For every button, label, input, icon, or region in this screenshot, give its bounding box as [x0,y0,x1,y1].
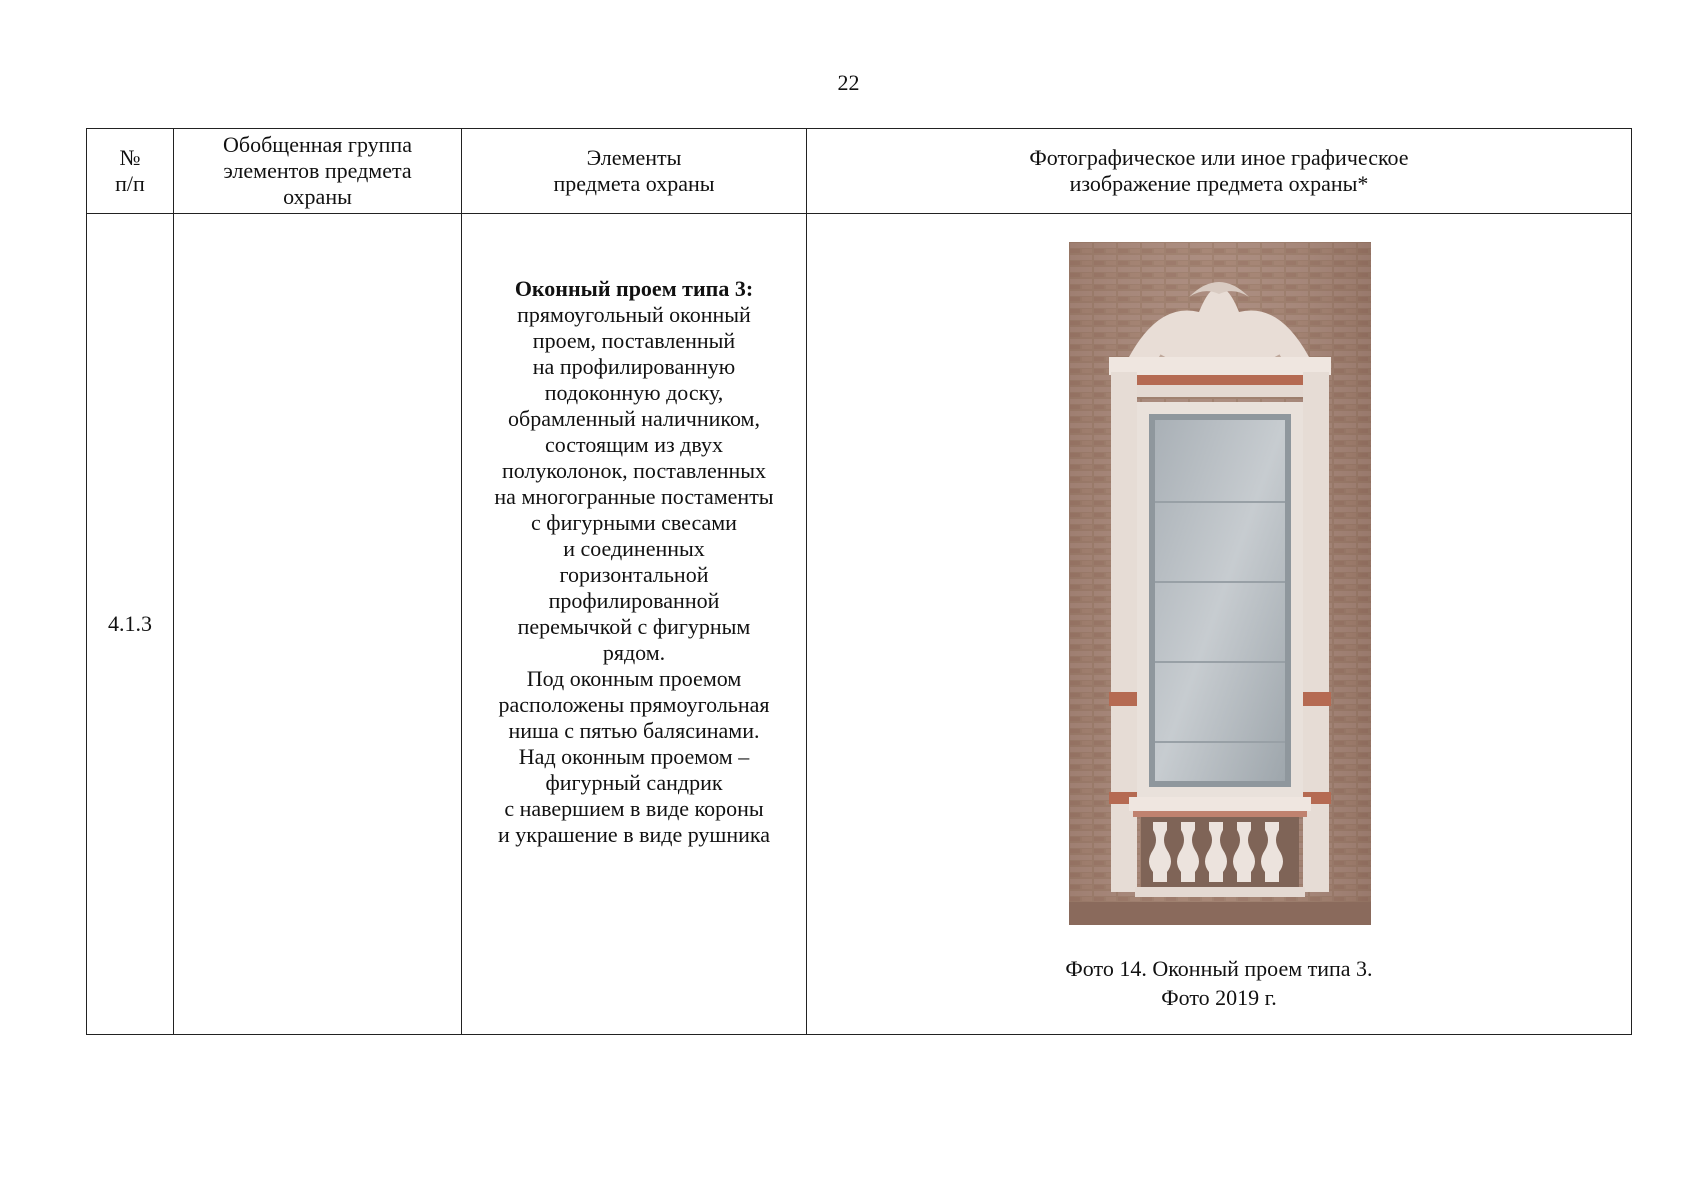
elements-line: и соединенных [563,536,705,561]
elements-line: профилированной [548,588,720,613]
row-photo [807,214,1632,1035]
elements-line: проем, поставленный [532,328,736,353]
row-elements [462,214,807,1035]
table-row [87,214,1632,1035]
page-number: 22 [837,70,860,95]
elements-line: состоящим из двух [544,432,724,457]
header-group-line: элементов предмета [223,158,412,183]
elements-line: Под оконным проемом [526,666,742,691]
elements-line: на профилированную [532,354,736,379]
header-photo-line: Фотографическое или иное графическое [1029,145,1409,170]
header-group [174,129,462,214]
elements-line: с навершием в виде короны [504,796,764,821]
elements-line: Над оконным проемом – [518,744,750,769]
elements-title: Оконный проем типа 3: [514,276,754,301]
header-elements [462,129,807,214]
photo-caption-line: Фото 2019 г. [1161,985,1277,1010]
photo-caption [807,954,1631,1012]
elements-line: прямоугольный оконный [517,302,751,327]
elements-line: расположены прямоугольная [498,692,770,717]
photo-caption-line: Фото 14. Оконный проем типа 3. [1065,956,1373,981]
header-num [87,129,174,214]
row-num: 4.1.3 [87,214,174,1035]
header-group-line: охраны [283,184,352,209]
elements-line: ниша с пятью балясинами. [508,718,760,743]
header-elements-line: предмета охраны [553,171,715,196]
header-group-line: Обобщенная группа [223,132,412,157]
elements-line: и украшение в виде рушника [497,822,771,847]
header-num-line: № [119,145,141,170]
elements-line: горизонтальной [559,562,709,587]
table-header-row [87,129,1632,214]
header-photo-line: изображение предмета охраны* [1069,171,1369,196]
header-elements-line: Элементы [586,145,682,170]
elements-line: подоконную доску, [544,380,724,405]
elements-line: на многогранные постаменты [494,484,774,509]
elements-line: полуколонок, поставленных [501,458,767,483]
elements-line: с фигурными свесами [531,510,737,535]
row-group [174,214,462,1035]
elements-description [462,302,806,848]
header-photo [807,129,1632,214]
elements-line: обрамленный наличником, [508,406,760,431]
elements-line: фигурный сандрик [545,770,723,795]
header-num-line: п/п [115,171,145,196]
elements-line: перемычкой с фигурным [517,614,751,639]
window-photo [1069,242,1371,925]
elements-line: рядом. [602,640,666,665]
protection-table [86,128,1632,1035]
